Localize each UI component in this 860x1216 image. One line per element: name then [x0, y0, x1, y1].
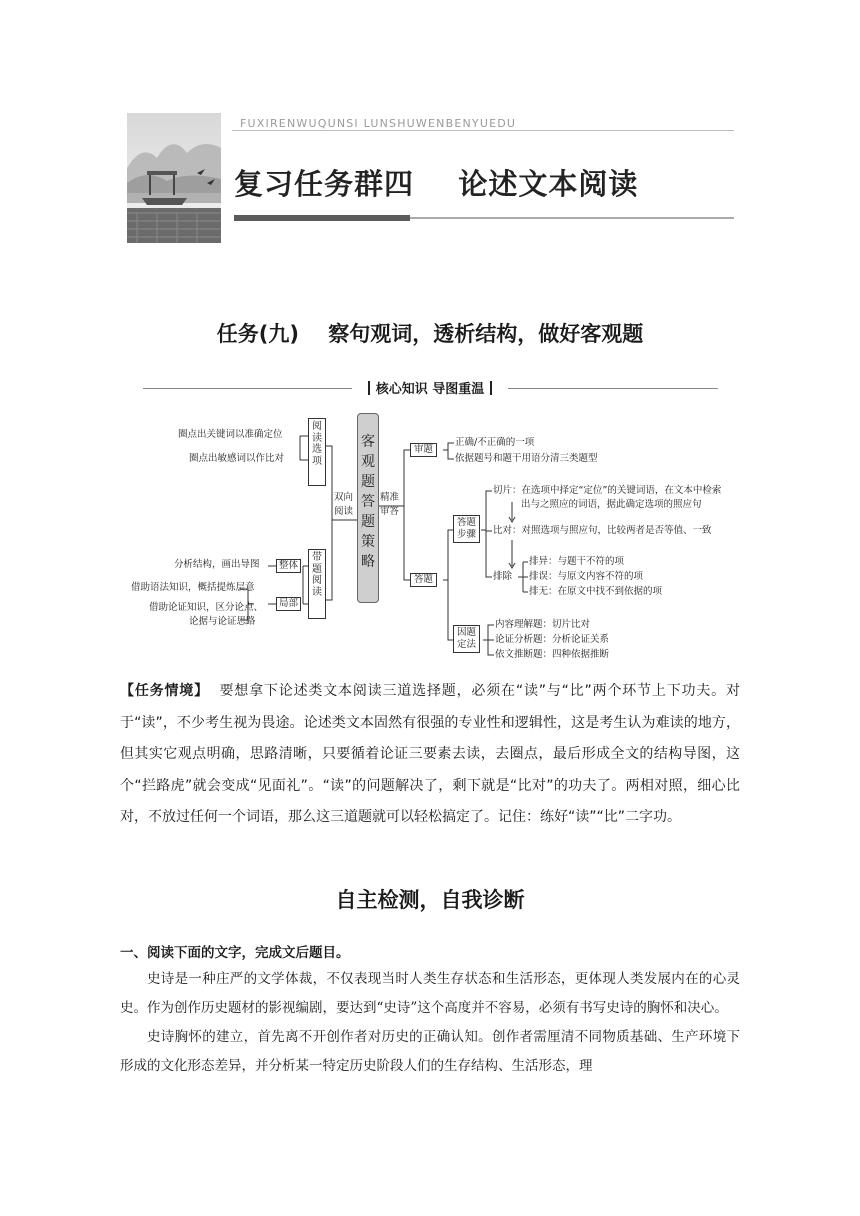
- mm-shenti-box: 审题: [410, 443, 437, 457]
- section-title: 自主检测，自我诊断: [335, 888, 525, 912]
- mm-paichu-item: 排异：与题干不符的项: [529, 556, 625, 567]
- mm-part-item: 借助语法知识，概括提炼层意: [131, 582, 255, 593]
- mm-two-way-1: 双向: [334, 492, 354, 503]
- mm-precise-2: 审答: [380, 506, 400, 517]
- mm-yinti-item: 论证分析题：分析论证关系: [495, 634, 610, 645]
- mm-part-item: 论据与论证思路: [189, 616, 256, 627]
- mm-qiepian-2: 出与之照应的词语，据此确定选项的照应句: [521, 499, 702, 510]
- mm-dati-box: 答题: [410, 573, 437, 587]
- mm-part-box: 局部: [276, 597, 301, 611]
- mm-steps-box: 答题 步骤: [453, 515, 480, 543]
- passage-paragraph: 史诗是一种庄严的文学体裁，不仅表现当时人类生存状态和生活形态，更体现人类发展内在的心灵史。作为创作历史题材的影视编剧，要达到“史诗”这个高度并不容易，必须有书写史诗的胸怀和决心。: [120, 971, 740, 1016]
- passage: [120, 965, 740, 1081]
- mm-shenti-item: 正确/不正确的一项: [455, 437, 535, 448]
- mm-read-options-box: 阅 读 选 项: [308, 418, 326, 486]
- mm-whole-item: 分析结构，画出导图: [174, 559, 260, 570]
- passage-paragraph: 史诗胸怀的建立，首先离不开创作者对历史的正确认知。创作者需厘清不同物质基础、生产环境下形成的文化形态差异，并分析某一特定历史阶段人们的生存结构、生活形态，理: [120, 1029, 740, 1074]
- mm-yinti-item: 依文推断题：四种依据推断: [495, 649, 610, 660]
- mm-left-item: 圈点出敏感词以作比对: [189, 453, 285, 464]
- scenario-text: 要想拿下论述类文本阅读三道选择题，必须在“读”与“比”两个环节上下功夫。对于“读”，不少考生视为畏途。论述类文本固然有很强的专业性和逻辑性，这是考生认为难读的地方，但其实它观点明确，思路清晰，只要循着论证三要素去读，去圈点，最后形成全文的结构导图，这个“拦路虎”就会变成“见面礼”。“读”的问题解决了，剩下就是“比对”的功夫了。两相对照，细心比对，不放过任何一个词语，那么这三道题就可以轻松搞定了。记住：练好“读”“比”二字功。: [120, 683, 740, 825]
- mm-bidui: 比对：对照选项与照应句，比较两者是否等值、一致: [493, 525, 712, 536]
- mm-paichu-item: 排无：在原文中找不到依据的项: [529, 586, 663, 597]
- mm-left-item: 圈点出关键词以准确定位: [178, 429, 283, 440]
- mm-paichu-item: 排误：与原文内容不符的项: [529, 571, 644, 582]
- mm-two-way-2: 阅读: [334, 506, 354, 517]
- mm-part-item: 借助论证知识，区分论点、: [149, 602, 264, 613]
- mm-read-with-question-box: 带 题 阅 读: [308, 549, 326, 619]
- task-scenario: [120, 676, 740, 834]
- chapter-title: 复习任务群四 论述文本阅读: [234, 167, 639, 201]
- mm-center-node: 客 观 题 答 题 策 略: [357, 413, 379, 603]
- mm-qiepian: 切片：在选项中择定“定位”的关键词语，在文本中检索: [493, 485, 722, 496]
- mm-whole-box: 整体: [276, 559, 301, 573]
- mm-yinti-box: 因题 定法: [453, 625, 480, 653]
- mm-shenti-item: 依据题号和题干用语分清三类题型: [455, 453, 598, 464]
- header-pinyin: FUXIRENWUQUNSI LUNSHUWENBENYUEDU: [240, 117, 517, 130]
- mm-precise-1: 精准: [380, 492, 400, 503]
- task-title: 任务(九) 察句观词，透析结构，做好客观题: [216, 322, 644, 346]
- mm-yinti-item: 内容理解题：切片比对: [495, 619, 591, 630]
- mm-paichu: 排除: [493, 571, 513, 582]
- question-title: 一、阅读下面的文字，完成文后题目。: [120, 945, 350, 961]
- core-knowledge-label: 核心知识 导图重温: [352, 378, 508, 397]
- scenario-label: 【任务情境】: [120, 683, 209, 699]
